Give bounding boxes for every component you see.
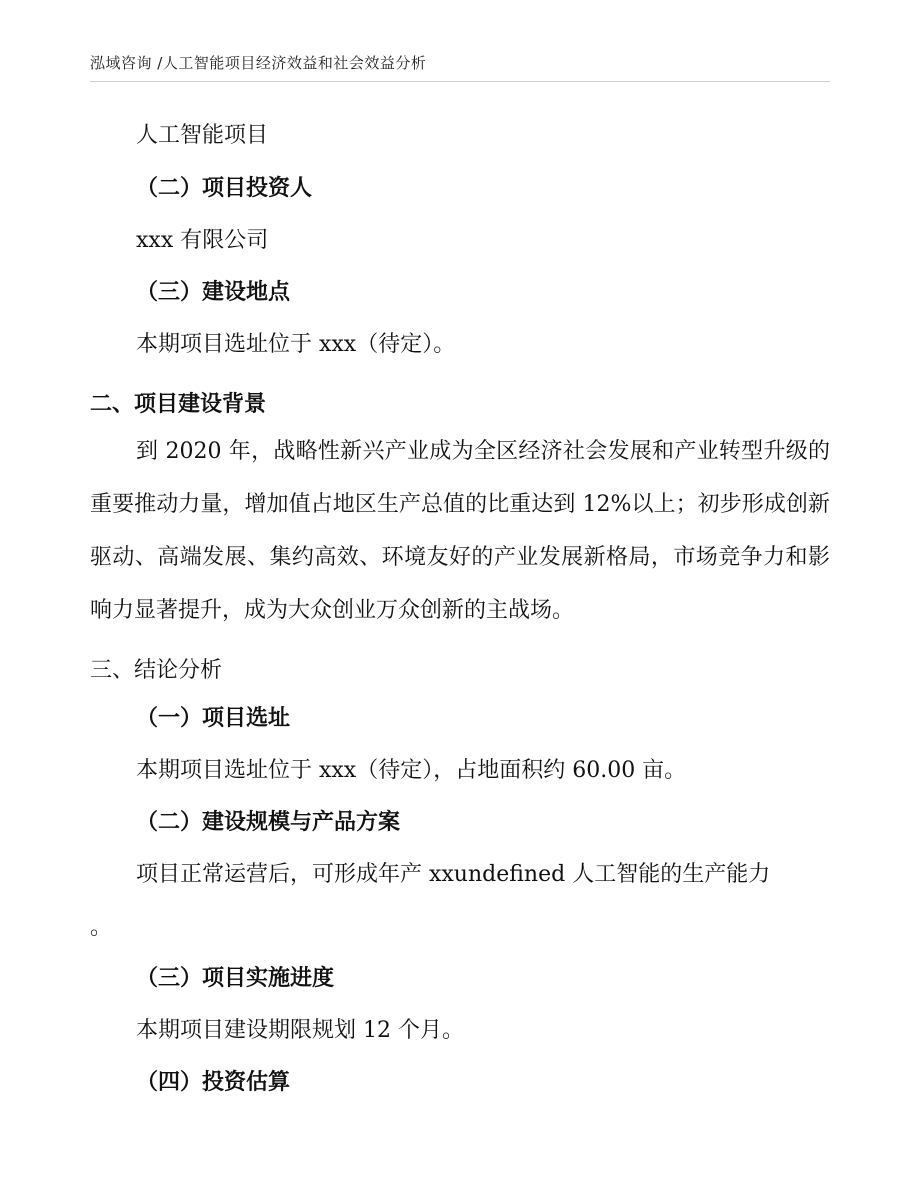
location-value: 本期项目选址位于 xxx（待定）。 bbox=[136, 332, 456, 357]
site-value: 本期项目选址位于 xxx（待定），占地面积约 60.00 亩。 bbox=[136, 758, 687, 783]
scale-value-line-2: 。 bbox=[90, 915, 113, 940]
section-3-heading: 三、结论分析 bbox=[90, 658, 223, 683]
background-paragraph: 到 2020 年，战略性新兴产业成为全区经济社会发展和产业转型升级的重要推动力量，增加值占地区生产总值的比重达到 12%以上；初步形成创新驱动、高端发展、集约高效、环境友好的产业发展新格局，市场竞争力和影响力显著提升，成为大众创业万众创新的主战场。 bbox=[90, 439, 830, 623]
investor-value: xxx 有限公司 bbox=[136, 228, 269, 253]
site-heading: （一）项目选址 bbox=[136, 706, 291, 731]
estimate-heading: （四）投资估算 bbox=[136, 1070, 291, 1095]
investor-heading: （二）项目投资人 bbox=[136, 176, 313, 201]
scale-value-line-1: 项目正常运营后，可形成年产 xxundefined 人工智能的生产能力 bbox=[136, 862, 771, 887]
schedule-value: 本期项目建设期限规划 12 个月。 bbox=[136, 1018, 464, 1043]
location-heading: （三）建设地点 bbox=[136, 280, 291, 305]
section-2-heading: 二、项目建设背景 bbox=[90, 392, 267, 417]
project-name-value: 人工智能项目 bbox=[136, 123, 269, 148]
scale-heading: （二）建设规模与产品方案 bbox=[136, 810, 401, 835]
schedule-heading: （三）项目实施进度 bbox=[136, 966, 335, 991]
page-header: 泓域咨询 /人工智能项目经济效益和社会效益分析 bbox=[90, 52, 830, 82]
